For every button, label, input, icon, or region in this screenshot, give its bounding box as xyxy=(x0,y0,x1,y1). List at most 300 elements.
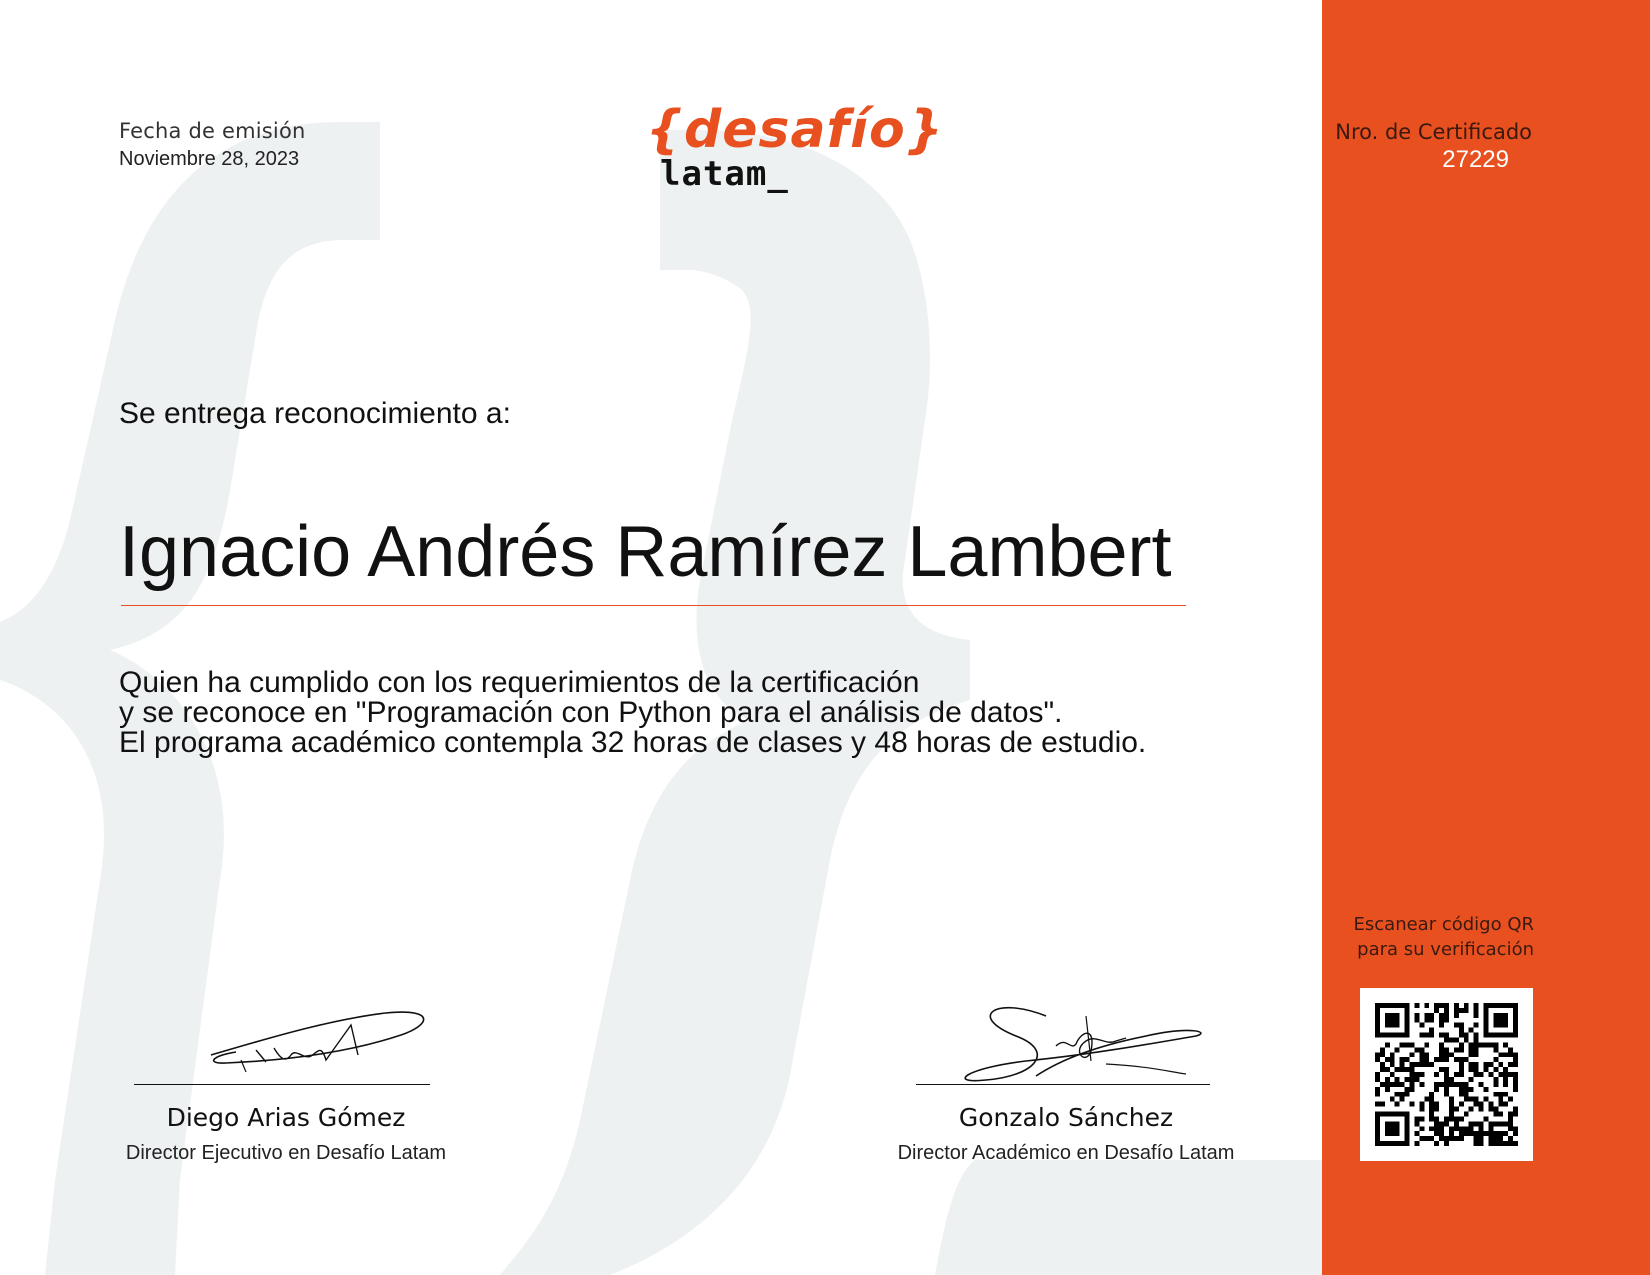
qr-module xyxy=(1474,1102,1479,1107)
qr-module xyxy=(1459,1042,1464,1047)
qr-module xyxy=(1459,1116,1464,1121)
qr-module xyxy=(1508,1121,1513,1126)
qr-caption-line: Escanear código QR xyxy=(1353,914,1534,935)
qr-module xyxy=(1434,1131,1439,1136)
qr-module xyxy=(1434,1116,1439,1121)
qr-module xyxy=(1469,1067,1474,1072)
qr-module xyxy=(1419,1082,1424,1087)
signature-image xyxy=(926,996,1206,1092)
qr-finder xyxy=(1385,1013,1400,1028)
qr-module xyxy=(1449,1136,1454,1141)
qr-module xyxy=(1405,1042,1410,1047)
qr-module xyxy=(1439,1082,1444,1087)
qr-module xyxy=(1410,1042,1415,1047)
qr-module xyxy=(1459,1023,1464,1028)
qr-module xyxy=(1444,1077,1449,1082)
qr-module xyxy=(1498,1072,1503,1077)
qr-module xyxy=(1429,1018,1434,1023)
qr-module xyxy=(1459,1136,1464,1141)
qr-finder xyxy=(1385,1121,1400,1136)
qr-module xyxy=(1449,1116,1454,1121)
qr-module xyxy=(1449,1082,1454,1087)
qr-module xyxy=(1424,1097,1429,1102)
qr-module xyxy=(1474,1038,1479,1043)
qr-module xyxy=(1419,1033,1424,1038)
qr-module xyxy=(1434,1072,1439,1077)
qr-module xyxy=(1395,1047,1400,1052)
qr-module xyxy=(1429,1136,1434,1141)
qr-module xyxy=(1483,1087,1488,1092)
qr-module xyxy=(1493,1042,1498,1047)
qr-module xyxy=(1375,1052,1380,1057)
certificate-body xyxy=(119,668,1146,758)
qr-module xyxy=(1444,1018,1449,1023)
qr-module xyxy=(1464,1087,1469,1092)
qr-caption-line: para su verificación xyxy=(1357,939,1534,960)
qr-module xyxy=(1513,1087,1518,1092)
qr-module xyxy=(1424,1033,1429,1038)
qr-module xyxy=(1390,1057,1395,1062)
qr-module xyxy=(1459,1062,1464,1067)
qr-module xyxy=(1493,1107,1498,1112)
qr-module xyxy=(1459,1008,1464,1013)
qr-module xyxy=(1498,1141,1503,1146)
qr-module xyxy=(1429,1013,1434,1018)
qr-code[interactable] xyxy=(1360,988,1533,1161)
qr-module xyxy=(1493,1141,1498,1146)
qr-module xyxy=(1439,1126,1444,1131)
qr-module xyxy=(1493,1136,1498,1141)
qr-module xyxy=(1479,1107,1484,1112)
qr-module xyxy=(1439,1131,1444,1136)
qr-module xyxy=(1454,1038,1459,1043)
qr-module xyxy=(1508,1126,1513,1131)
qr-module xyxy=(1459,1028,1464,1033)
signature-line xyxy=(134,1084,430,1085)
qr-module xyxy=(1380,1067,1385,1072)
qr-module xyxy=(1400,1082,1405,1087)
qr-module xyxy=(1375,1077,1380,1082)
qr-module xyxy=(1434,1057,1439,1062)
qr-module xyxy=(1410,1087,1415,1092)
qr-module xyxy=(1498,1136,1503,1141)
qr-module xyxy=(1424,1136,1429,1141)
qr-module xyxy=(1479,1126,1484,1131)
qr-module xyxy=(1503,1077,1508,1082)
qr-module xyxy=(1449,1077,1454,1082)
qr-module xyxy=(1414,1003,1419,1008)
qr-module xyxy=(1419,1116,1424,1121)
qr-module xyxy=(1488,1102,1493,1107)
qr-module xyxy=(1483,1116,1488,1121)
qr-module xyxy=(1385,1087,1390,1092)
qr-module xyxy=(1429,1107,1434,1112)
qr-module xyxy=(1483,1097,1488,1102)
qr-module xyxy=(1474,1003,1479,1008)
qr-module xyxy=(1454,1082,1459,1087)
qr-module xyxy=(1419,1052,1424,1057)
qr-module xyxy=(1474,1097,1479,1102)
signer-title: Director Ejecutivo en Desafío Latam xyxy=(125,1142,447,1164)
qr-module xyxy=(1424,1052,1429,1057)
qr-module xyxy=(1493,1111,1498,1116)
qr-module xyxy=(1454,1126,1459,1131)
qr-module xyxy=(1459,1092,1464,1097)
qr-module xyxy=(1429,1062,1434,1067)
qr-module xyxy=(1488,1072,1493,1077)
qr-module xyxy=(1469,1131,1474,1136)
qr-module xyxy=(1513,1052,1518,1057)
signature-block-right xyxy=(876,996,1256,1164)
qr-module xyxy=(1464,1126,1469,1131)
qr-module xyxy=(1513,1082,1518,1087)
qr-module xyxy=(1414,1077,1419,1082)
qr-module xyxy=(1474,1042,1479,1047)
qr-module xyxy=(1474,1062,1479,1067)
qr-module xyxy=(1444,1033,1449,1038)
qr-module xyxy=(1395,1102,1400,1107)
qr-module xyxy=(1419,1072,1424,1077)
qr-caption xyxy=(1322,912,1534,962)
qr-module xyxy=(1414,1013,1419,1018)
qr-module xyxy=(1513,1062,1518,1067)
qr-module xyxy=(1474,1052,1479,1057)
qr-module xyxy=(1449,1102,1454,1107)
qr-module xyxy=(1410,1077,1415,1082)
qr-module xyxy=(1424,1018,1429,1023)
qr-module xyxy=(1483,1042,1488,1047)
qr-module xyxy=(1385,1082,1390,1087)
qr-module xyxy=(1513,1126,1518,1131)
qr-module xyxy=(1493,1131,1498,1136)
qr-module xyxy=(1454,1023,1459,1028)
qr-module xyxy=(1474,1121,1479,1126)
qr-module xyxy=(1508,1097,1513,1102)
qr-module xyxy=(1469,1077,1474,1082)
qr-module xyxy=(1474,1131,1479,1136)
qr-module xyxy=(1424,1003,1429,1008)
qr-module xyxy=(1513,1107,1518,1112)
qr-module xyxy=(1410,1067,1415,1072)
qr-module xyxy=(1493,1082,1498,1087)
qr-module xyxy=(1424,1013,1429,1018)
qr-module xyxy=(1464,1131,1469,1136)
qr-module xyxy=(1410,1062,1415,1067)
qr-module xyxy=(1459,1057,1464,1062)
qr-module xyxy=(1439,1003,1444,1008)
qr-module xyxy=(1419,1057,1424,1062)
qr-module xyxy=(1390,1072,1395,1077)
qr-module xyxy=(1488,1042,1493,1047)
qr-module xyxy=(1395,1082,1400,1087)
qr-module xyxy=(1434,1082,1439,1087)
qr-module xyxy=(1434,1087,1439,1092)
qr-module xyxy=(1419,1062,1424,1067)
qr-module xyxy=(1439,1052,1444,1057)
qr-module xyxy=(1479,1042,1484,1047)
qr-module xyxy=(1488,1131,1493,1136)
certificate-number: 27229 xyxy=(1442,146,1509,173)
qr-module xyxy=(1503,1082,1508,1087)
qr-module xyxy=(1474,1013,1479,1018)
qr-module xyxy=(1454,1057,1459,1062)
qr-module xyxy=(1444,1082,1449,1087)
qr-module xyxy=(1498,1102,1503,1107)
qr-module xyxy=(1434,1008,1439,1013)
qr-module xyxy=(1513,1057,1518,1062)
qr-module xyxy=(1508,1136,1513,1141)
qr-module xyxy=(1434,1102,1439,1107)
qr-module xyxy=(1459,1087,1464,1092)
qr-module xyxy=(1513,1072,1518,1077)
qr-module xyxy=(1493,1077,1498,1082)
qr-module xyxy=(1488,1141,1493,1146)
qr-module xyxy=(1503,1121,1508,1126)
qr-module xyxy=(1390,1097,1395,1102)
qr-module xyxy=(1474,1067,1479,1072)
qr-module xyxy=(1474,1072,1479,1077)
qr-module xyxy=(1434,1107,1439,1112)
qr-module xyxy=(1424,1062,1429,1067)
qr-module xyxy=(1449,1097,1454,1102)
qr-module xyxy=(1449,1126,1454,1131)
qr-module xyxy=(1498,1111,1503,1116)
qr-module xyxy=(1439,1057,1444,1062)
qr-module xyxy=(1419,1023,1424,1028)
qr-module xyxy=(1488,1121,1493,1126)
qr-module xyxy=(1498,1131,1503,1136)
qr-module xyxy=(1459,1102,1464,1107)
qr-module xyxy=(1474,1136,1479,1141)
qr-module xyxy=(1400,1092,1405,1097)
qr-module xyxy=(1479,1072,1484,1077)
qr-module xyxy=(1508,1116,1513,1121)
qr-module xyxy=(1419,1102,1424,1107)
qr-module xyxy=(1439,1013,1444,1018)
qr-module xyxy=(1508,1072,1513,1077)
qr-module xyxy=(1444,1141,1449,1146)
qr-module xyxy=(1454,1116,1459,1121)
qr-module xyxy=(1385,1077,1390,1082)
qr-module xyxy=(1469,1047,1474,1052)
issue-date-label: Fecha de emisión xyxy=(119,119,306,143)
qr-module xyxy=(1479,1102,1484,1107)
qr-module xyxy=(1380,1102,1385,1107)
qr-module xyxy=(1483,1067,1488,1072)
qr-module xyxy=(1444,1052,1449,1057)
qr-module xyxy=(1469,1062,1474,1067)
qr-module xyxy=(1459,1047,1464,1052)
qr-module xyxy=(1429,1092,1434,1097)
qr-module xyxy=(1493,1121,1498,1126)
qr-module xyxy=(1493,1067,1498,1072)
qr-module xyxy=(1464,1003,1469,1008)
qr-code-icon xyxy=(1375,1003,1518,1146)
qr-module xyxy=(1488,1136,1493,1141)
qr-module xyxy=(1493,1057,1498,1062)
qr-module xyxy=(1429,1116,1434,1121)
qr-module xyxy=(1454,1121,1459,1126)
qr-module xyxy=(1429,1126,1434,1131)
signer-title: Director Académico en Desafío Latam xyxy=(897,1142,1235,1164)
qr-module xyxy=(1503,1092,1508,1097)
qr-module xyxy=(1444,1003,1449,1008)
qr-module xyxy=(1464,1092,1469,1097)
qr-module xyxy=(1449,1107,1454,1112)
qr-module xyxy=(1395,1092,1400,1097)
qr-module xyxy=(1444,1057,1449,1062)
signature-line xyxy=(916,1084,1210,1085)
qr-module xyxy=(1449,1131,1454,1136)
qr-module xyxy=(1469,1042,1474,1047)
qr-module xyxy=(1410,1102,1415,1107)
qr-module xyxy=(1464,1008,1469,1013)
qr-module xyxy=(1375,1057,1380,1062)
qr-module xyxy=(1385,1067,1390,1072)
qr-module xyxy=(1439,1018,1444,1023)
qr-module xyxy=(1469,1028,1474,1033)
qr-module xyxy=(1395,1067,1400,1072)
signature-block-left xyxy=(96,1000,476,1164)
qr-module xyxy=(1429,1028,1434,1033)
qr-module xyxy=(1414,1141,1419,1146)
qr-module xyxy=(1405,1087,1410,1092)
qr-module xyxy=(1488,1107,1493,1112)
qr-module xyxy=(1454,1013,1459,1018)
qr-module xyxy=(1405,1092,1410,1097)
qr-module xyxy=(1419,1107,1424,1112)
qr-module xyxy=(1464,1033,1469,1038)
recipient-name: Ignacio Andrés Ramírez Lambert xyxy=(119,512,1172,592)
qr-module xyxy=(1503,1042,1508,1047)
qr-module xyxy=(1400,1057,1405,1062)
qr-module xyxy=(1474,1033,1479,1038)
qr-module xyxy=(1474,1023,1479,1028)
qr-module xyxy=(1444,1092,1449,1097)
qr-module xyxy=(1488,1126,1493,1131)
qr-module xyxy=(1380,1052,1385,1057)
qr-module xyxy=(1439,1033,1444,1038)
qr-module xyxy=(1410,1052,1415,1057)
issue-date: Noviembre 28, 2023 xyxy=(119,148,300,170)
qr-module xyxy=(1449,1111,1454,1116)
body-line: El programa académico contempla 32 horas de clases y 48 horas de estudio. xyxy=(119,726,1147,759)
qr-module xyxy=(1498,1092,1503,1097)
qr-module xyxy=(1390,1062,1395,1067)
qr-module xyxy=(1464,1082,1469,1087)
qr-module xyxy=(1454,1003,1459,1008)
qr-module xyxy=(1419,1136,1424,1141)
qr-module xyxy=(1419,1047,1424,1052)
qr-module xyxy=(1449,1038,1454,1043)
qr-module xyxy=(1474,1008,1479,1013)
qr-module xyxy=(1380,1062,1385,1067)
qr-module xyxy=(1390,1082,1395,1087)
qr-module xyxy=(1503,1067,1508,1072)
qr-module xyxy=(1454,1008,1459,1013)
qr-module xyxy=(1493,1047,1498,1052)
qr-module xyxy=(1429,1097,1434,1102)
signer-name: Diego Arias Gómez xyxy=(166,1103,406,1132)
qr-module xyxy=(1439,1023,1444,1028)
qr-module xyxy=(1385,1042,1390,1047)
logo-brand: {desafío} xyxy=(646,100,944,160)
qr-module xyxy=(1498,1052,1503,1057)
qr-module xyxy=(1459,1126,1464,1131)
body-line: Quien ha cumplido con los requerimientos de la certificación xyxy=(119,666,920,699)
qr-module xyxy=(1390,1052,1395,1057)
qr-module xyxy=(1469,1126,1474,1131)
qr-module xyxy=(1474,1141,1479,1146)
qr-module xyxy=(1459,1131,1464,1136)
qr-module xyxy=(1410,1082,1415,1087)
qr-module xyxy=(1395,1077,1400,1082)
qr-module xyxy=(1434,1121,1439,1126)
qr-module xyxy=(1454,1136,1459,1141)
qr-module xyxy=(1400,1067,1405,1072)
name-underline xyxy=(121,605,1186,606)
qr-module xyxy=(1483,1131,1488,1136)
lower-brace-shape xyxy=(935,1160,1322,1275)
qr-module xyxy=(1464,1097,1469,1102)
logo-sub: latam_ xyxy=(660,154,789,194)
qr-module xyxy=(1444,1067,1449,1072)
qr-module xyxy=(1375,1092,1380,1097)
qr-module xyxy=(1513,1077,1518,1082)
qr-module xyxy=(1503,1141,1508,1146)
qr-module xyxy=(1405,1067,1410,1072)
qr-module xyxy=(1469,1107,1474,1112)
qr-module xyxy=(1414,1062,1419,1067)
qr-module xyxy=(1513,1111,1518,1116)
qr-module xyxy=(1429,1102,1434,1107)
qr-module xyxy=(1464,1038,1469,1043)
qr-module xyxy=(1444,1121,1449,1126)
qr-module xyxy=(1414,1131,1419,1136)
qr-module xyxy=(1439,1136,1444,1141)
qr-module xyxy=(1444,1072,1449,1077)
qr-module xyxy=(1469,1087,1474,1092)
qr-module xyxy=(1414,1121,1419,1126)
qr-module xyxy=(1424,1042,1429,1047)
qr-module xyxy=(1444,1008,1449,1013)
qr-module xyxy=(1503,1072,1508,1077)
qr-module xyxy=(1483,1062,1488,1067)
qr-module xyxy=(1513,1141,1518,1146)
signer-name: Gonzalo Sánchez xyxy=(958,1103,1174,1132)
qr-module xyxy=(1424,1057,1429,1062)
qr-module xyxy=(1488,1062,1493,1067)
qr-module xyxy=(1444,1087,1449,1092)
qr-module xyxy=(1508,1047,1513,1052)
qr-module xyxy=(1479,1131,1484,1136)
qr-module xyxy=(1429,1111,1434,1116)
qr-module xyxy=(1385,1057,1390,1062)
qr-module xyxy=(1498,1121,1503,1126)
qr-module xyxy=(1493,1092,1498,1097)
qr-module xyxy=(1375,1087,1380,1092)
qr-module xyxy=(1405,1077,1410,1082)
qr-module xyxy=(1459,1072,1464,1077)
qr-module xyxy=(1400,1062,1405,1067)
qr-module xyxy=(1454,1072,1459,1077)
qr-module xyxy=(1405,1057,1410,1062)
qr-module xyxy=(1444,1013,1449,1018)
qr-module xyxy=(1479,1136,1484,1141)
qr-module xyxy=(1439,1047,1444,1052)
qr-module xyxy=(1375,1102,1380,1107)
qr-module xyxy=(1434,1126,1439,1131)
